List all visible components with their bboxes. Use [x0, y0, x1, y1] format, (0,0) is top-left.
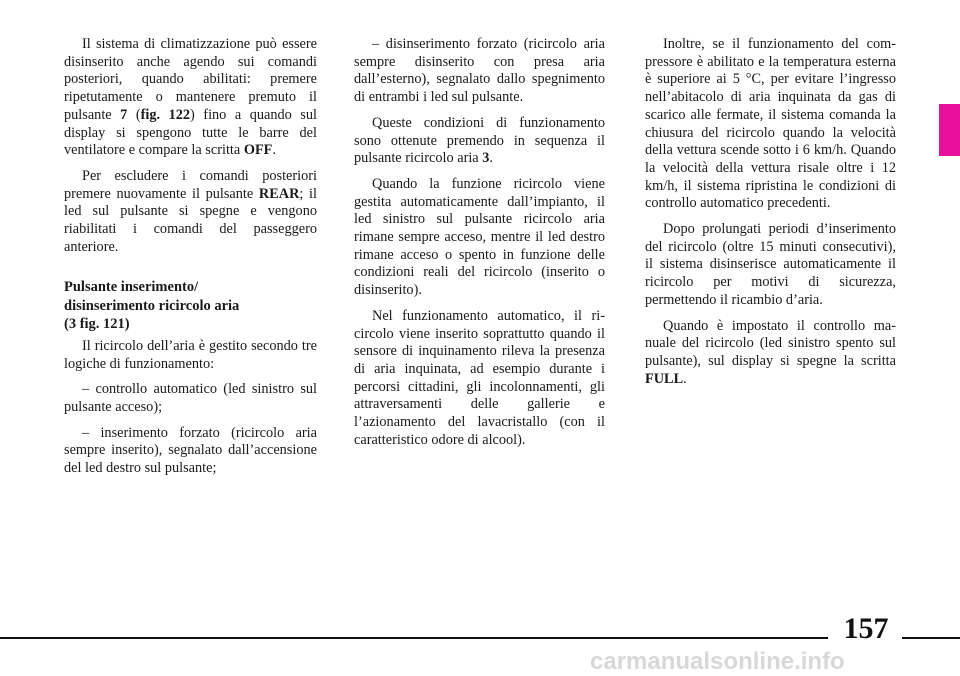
paragraph-rear-off — [64, 36, 317, 160]
paragraph-rear-exclude — [64, 168, 317, 257]
section-tab-marker — [939, 104, 960, 156]
paragraph-sequence — [354, 115, 605, 168]
display-label-off: OFF — [243, 142, 273, 159]
text: Quando è impostato il controllo manuale del ricircolo (led sinistro spento sul pulsante), sul display si spegne la scritta — [645, 317, 896, 369]
button-ref: 3 — [482, 150, 490, 167]
text: . — [489, 150, 493, 167]
text-column-2 — [354, 36, 605, 457]
button-ref: 7 — [120, 106, 128, 123]
paragraph-pollution-sensor: Nel funzionamento automatico, il ricircolo viene inserito soprattutto quando il sensore di inquinamento rileva la presenza di aria inquinata, ad esempio durante i percorsi cittadini, gli incolonnamenti, gli attraversamenti delle gallerie e l’azionamento del lavacristallo (con il caratteristico odore di alcool). — [354, 307, 605, 448]
text: Il sistema di climatizzazione può essere disinserito anche agendo sui comandi posteriori, quando abilitati: premere ripetutamente o mantenere premuto il pulsante — [64, 36, 317, 123]
page-number: 157 — [843, 612, 889, 645]
display-label-full: FULL — [645, 370, 684, 387]
section-heading — [64, 278, 317, 334]
footer-rule — [0, 637, 828, 639]
text: . — [272, 142, 276, 159]
text-column-3 — [645, 36, 896, 396]
heading-line: Pulsante inserimento/ — [64, 279, 199, 296]
text: Queste condizioni di funzionamento sono ottenute premendo in sequenza il pulsante ricircolo aria — [354, 114, 605, 167]
figure-ref: fig. 122 — [140, 106, 191, 123]
paragraph-forced-on: – inserimento forzato (ricircolo aria sempre inserito), segnalato dall’accensione del led destro sul pulsante; — [64, 424, 317, 477]
paragraph-auto-led: Quando la funzione ricircolo viene gestita automaticamente dall’impianto, il led sinistro sul pulsante ricircolo aria rimane sempre acceso, mentre il led destro rimane acceso o spento in funzione delle condizioni reali del ricircolo (inserito o disinserito). — [354, 175, 605, 299]
paragraph-forced-off: – disinserimento forzato (ricircolo aria sempre disinserito con presa aria dall’esterno), segnalato dallo spegnimento di entrambi i led sul pulsante. — [354, 36, 605, 106]
paragraph-intro: Il ricircolo dell’aria è gestito secondo tre logiche di funzionamento: — [64, 337, 317, 372]
text: ) fino a quando sul display si spengono tutte le barre del ventilatore e compare la scritta — [64, 106, 317, 159]
button-ref-rear: REAR — [258, 185, 300, 202]
text: Per escludere i comandi posteriori premere nuovamente il pulsante — [64, 167, 317, 202]
paragraph-timeout: Dopo prolungati periodi d’inserimento del ricircolo (oltre 15 minuti consecutivi), il sistema disinserisce automaticamente il ricircolo per motivi di sicurezza, permettendo il ricambio d’aria. — [645, 221, 896, 308]
text: . — [683, 370, 687, 387]
heading-line: (3 fig. 121) — [64, 316, 130, 333]
text: ; il led sul pulsante si spegne e vengono riabilitati i comandi del passeggero anteriore. — [64, 185, 317, 255]
heading-line: disinserimento ricircolo aria — [64, 297, 240, 314]
paragraph-manual — [645, 318, 896, 389]
text-column-1 — [64, 36, 317, 486]
text: ( — [127, 106, 141, 123]
paragraph-speed-logic: Inoltre, se il funzionamento del compressore è abilitato e la temperatura esterna è superiore ai 5 °C, per evitare l’ingresso nell’abitacolo di aria inquinata da gas di scarico alle fermate, il sistema comanda la chiusura del ricircolo quando la velocità della vettura scende sotto i 6 km/h. Quando la velocità della vettura risale oltre i 12 km/h, il sistema ripristina le condizioni di controllo automatico precedenti. — [645, 36, 896, 212]
watermark: carmanualsonline.info — [590, 648, 845, 675]
footer-rule-right — [902, 637, 960, 639]
paragraph-auto: – controllo automatico (led sinistro sul pulsante acceso); — [64, 381, 317, 416]
